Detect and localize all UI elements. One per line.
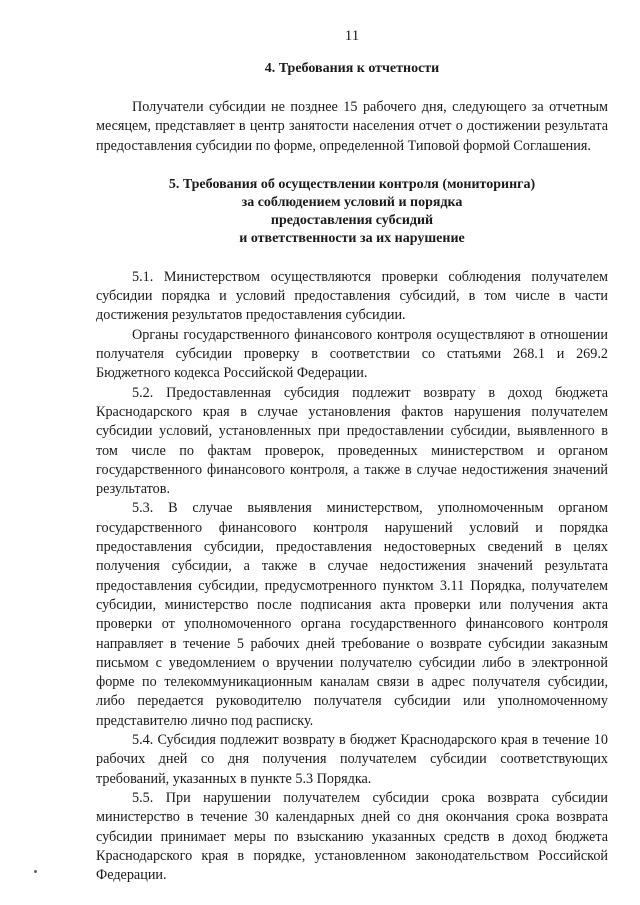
section-5-title-line: и ответственности за их нарушение xyxy=(239,230,465,246)
page-number: 11 xyxy=(344,28,360,44)
clause-5-1-continued: Органы государственного финансового контроля осуществляют в отношении получателя субсидии проверку в соответствии со статьями 268.1 и 269.2 Бюджетного кодекса Российской Федерации. xyxy=(96,326,608,382)
scan-speck xyxy=(34,870,37,873)
document-body xyxy=(96,60,608,885)
clause-5-1: 5.1. Министерством осуществляются проверки соблюдения получателем субсидии порядка и условий предоставления субсидий, в том числе в части достижения результатов предоставления субсидии. xyxy=(96,268,608,324)
section-4-paragraph: Получатели субсидии не позднее 15 рабочего дня, следующего за отчетным месяцем, представляет в центр занятости населения отчет о достижении результата предоставления субсидии по форме, определенной Типовой формой Соглашения. xyxy=(96,99,608,154)
section-5-title-line: предоставления субсидий xyxy=(270,212,434,228)
section-4-title: 4. Требования к отчетности xyxy=(264,61,440,76)
section-5-title xyxy=(96,176,608,248)
clause-5-4: 5.4. Субсидия подлежит возврату в бюджет Краснодарского края в течение 10 рабочих дней со дня получения получателем субсидии соответствующих требований, указанных в пункте 5.3 Порядка. xyxy=(96,732,608,787)
section-5-title-line: 5. Требования об осуществлении контроля (мониторинга) xyxy=(168,176,536,192)
section-5-title-line: за соблюдением условий и порядка xyxy=(241,194,463,210)
clause-5-5: 5.5. При нарушении получателем субсидии срока возврата субсидии министерство в течение 30 календарных дней со дня окончания срока возврата субсидии принимает меры по взысканию указанных средств в доход бюджета Краснодарского края в порядке, установленном законодательством Российской Федерации. xyxy=(96,789,608,884)
clause-5-3: 5.3. В случае выявления министерством, уполномоченным органом государственного финансового контроля нарушений условий и порядка предоставления субсидии, предоставления недостоверных сведений в целях получения субсидии, а также в случае недостижения значений результата предоставления субсидии, предусмотренного пунктом 3.11 Порядка, получателем субсидии, министерство после подписания акта проверки или получения акта проверки от уполномоченного органа государственного финансового контроля направляет в течение 5 рабочих дней требование о возврате субсидии заказным письмом с уведомлением о вручении получателю субсидии либо в электронной форме по телекоммуникационным каналам связи в адрес получателя субсидии, либо передается руководителю получателя субсидии или уполномоченному представителю лично под расписку. xyxy=(96,500,608,729)
clause-5-2: 5.2. Предоставленная субсидия подлежит возврату в доход бюджета Краснодарского края в случае установления фактов нарушения получателем субсидии условий, установленных при предоставлении субсидии, выявленного в том числе по фактам проверок, проведенных министерством и органом государственного финансового контроля, а также в случае недостижения значений результатов. xyxy=(96,384,608,498)
